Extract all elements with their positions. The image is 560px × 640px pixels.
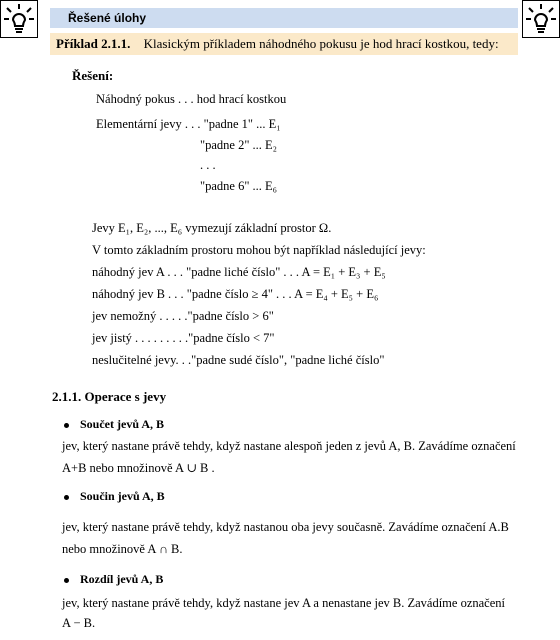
example-text: Klasickým příkladem náhodného pokusu je hod hrací kostkou, tedy: (143, 36, 499, 51)
item-text: jev, který nastane právě tehdy, když nastanou oba jevy současně. Zavádíme označení A.B (62, 520, 509, 534)
statement-line: jev nemožný . . . . ."padne číslo > 6" (92, 309, 274, 323)
item-text: jev, který nastane právě tehdy, když nastane alespoň jeden z jevů A, B. Zavádíme označení (62, 439, 516, 453)
solution-line: . . . (200, 158, 216, 172)
item-title: Součet jevů A, B (80, 417, 164, 431)
solution-line: Elementární jevy . . . "padne 1" ... E₁ (96, 117, 281, 131)
item-text: nebo množinově A ∩ B. (62, 542, 183, 556)
example-label: Příklad 2.1.1. (56, 36, 131, 51)
statement-line: neslučitelné jevy. . ."padne sudé číslo", "padne liché číslo" (92, 353, 385, 367)
solution-line: Náhodný pokus . . . hod hrací kostkou (96, 92, 287, 106)
item-title: Součin jevů A, B (80, 489, 165, 503)
solution-line: "padne 2" ... E₂ (200, 138, 278, 152)
item-text: jev, který nastane právě tehdy, když nastane jev A a nenastane jev B. Zavádíme označení (62, 596, 505, 610)
item-text: A+B nebo množinově A ∪ B . (62, 461, 215, 475)
solution-label: Řešení: (72, 68, 114, 83)
item-title: Rozdíl jevů A, B (80, 572, 164, 586)
bullet-icon (64, 578, 69, 583)
solution-line: "padne 6" ... E₆ (200, 179, 278, 193)
example-bar (50, 33, 518, 55)
statement-line: náhodný jev A . . . "padne liché číslo" . . . A = E₁ + E₃ + E₅ (92, 265, 386, 279)
lightbulb-icon (522, 0, 560, 38)
statement-line: V tomto základním prostoru mohou být například následující jevy: (92, 243, 426, 257)
lightbulb-icon (0, 0, 38, 38)
section-heading: 2.1.1. Operace s jevy (52, 389, 167, 404)
header (0, 0, 560, 58)
statement-line: jev jistý . . . . . . . . ."padne číslo < 7" (92, 331, 275, 345)
item-text: A − B. (62, 616, 96, 630)
bullet-icon (64, 495, 69, 500)
section-title: Řešené úlohy (50, 8, 518, 28)
statement-line: Jevy E₁, E₂, ..., E₆ vymezují základní prostor Ω. (92, 221, 332, 235)
statement-line: náhodný jev B . . . "padne číslo ≥ 4" . . . A = E₄ + E₅ + E₆ (92, 287, 379, 301)
bullet-icon (64, 423, 69, 428)
